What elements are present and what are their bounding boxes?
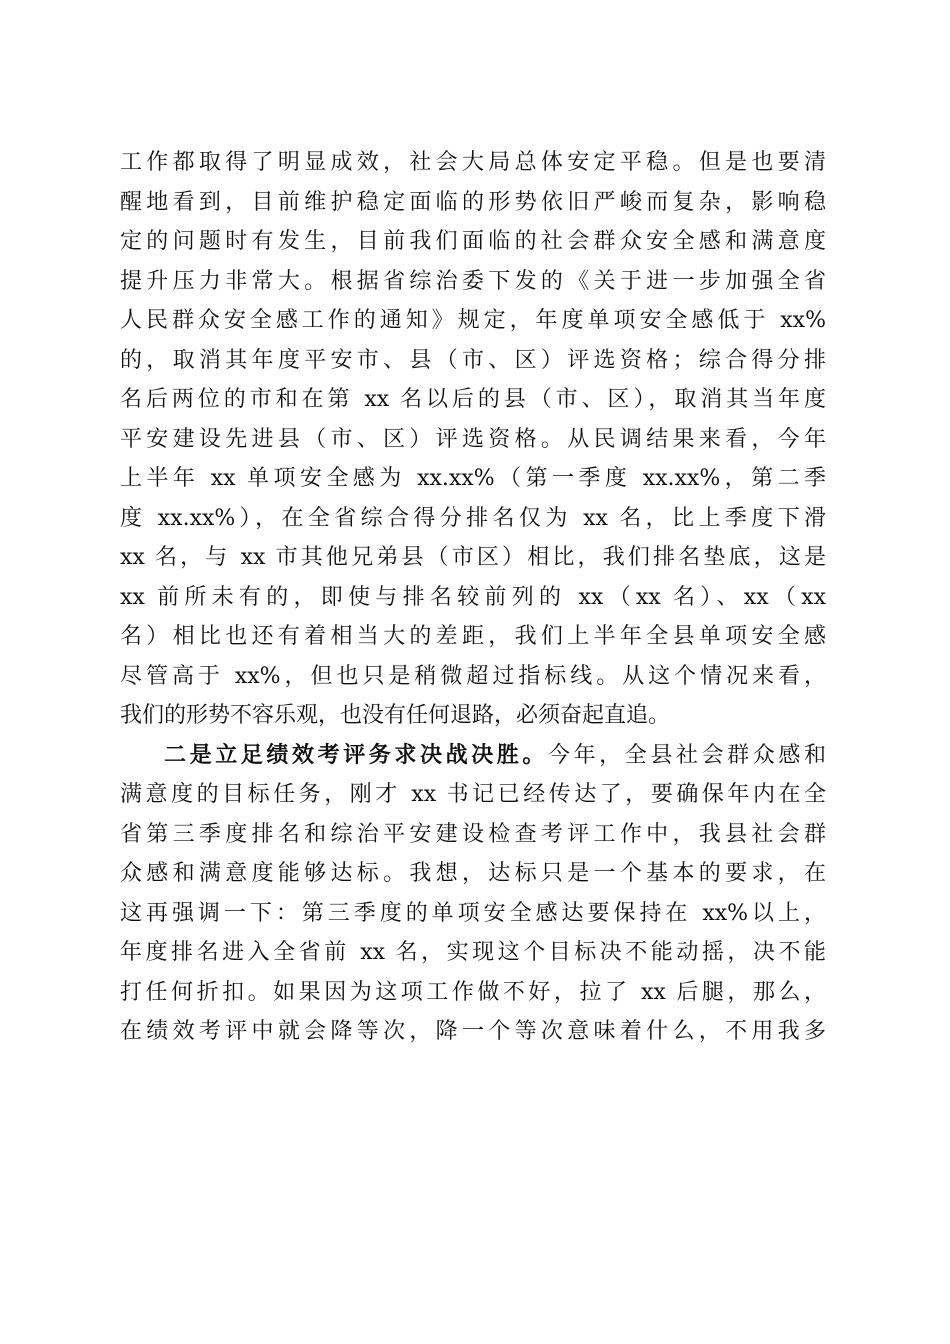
text-line: 提升压力非常大。根据省综治委下发的《关于进一步加强全省 <box>120 268 826 294</box>
text-line: 我们的形势不容乐观，也没有任何退路，必须奋起直追。 <box>120 703 671 728</box>
text-line: 平安建设先进县（市、区）评选资格。从民调结果来看，今年 <box>120 426 826 452</box>
text-line: 这再强调一下：第三季度的单项安全感达要保持在 xx%以上， <box>120 900 826 926</box>
text-line: xx 前所未有的，即使与排名较前列的 xx（xx 名）、xx（xx <box>120 584 826 610</box>
text-line: 醒地看到，目前维护稳定面临的形势依旧严峻而复杂，影响稳 <box>120 189 826 215</box>
text-line: 打任何折扣。如果因为这项工作做不好，拉了 xx 后腿，那么， <box>120 979 826 1005</box>
text-line: 年度排名进入全省前 xx 名，实现这个目标决不能动摇，决不能 <box>120 940 826 965</box>
paragraph-heading: 二是立足绩效考评务求决战决胜。 <box>164 741 548 768</box>
text-line: 满意度的目标任务，刚才 xx 书记已经传达了，要确保年内在全 <box>120 782 826 807</box>
text-line: 度 xx.xx%），在全省综合得分排名仅为 xx 名，比上季度下滑 <box>120 505 826 531</box>
text-line: 人民群众安全感工作的通知》规定，年度单项安全感低于 xx% <box>120 308 826 333</box>
text-line: 名）相比也还有着相当大的差距，我们上半年全县单项安全感 <box>120 624 826 649</box>
text-line: 省第三季度排名和综治平安建设检查考评工作中，我县社会群 <box>120 821 826 847</box>
text-line: 上半年 xx 单项安全感为 xx.xx%（第一季度 xx.xx%，第二季 <box>120 466 826 491</box>
body-text <box>120 143 826 1052</box>
paragraph-heading-line <box>120 736 826 776</box>
text-line: 名后两位的市和在第 xx 名以后的县（市、区），取消其当年度 <box>120 387 826 412</box>
text-line: 在绩效考评中就会降等次，降一个等次意味着什么，不用我多 <box>120 1019 826 1044</box>
text-line: 工作都取得了明显成效，社会大局总体安定平稳。但是也要清 <box>120 150 826 175</box>
text-line: 众感和满意度能够达标。我想，达标只是一个基本的要求，在 <box>120 861 826 886</box>
text-line: xx 名，与 xx 市其他兄弟县（市区）相比，我们排名垫底，这是 <box>120 545 826 570</box>
text-line: 定的问题时有发生，目前我们面临的社会群众安全感和满意度 <box>120 229 826 254</box>
text-line: 尽管高于 xx%，但也只是稍微超过指标线。从这个情况来看， <box>120 663 826 689</box>
text-line: 的，取消其年度平安市、县（市、区）评选资格；综合得分排 <box>120 347 826 373</box>
text-span: 今年，全县社会群众感和 <box>547 742 826 768</box>
